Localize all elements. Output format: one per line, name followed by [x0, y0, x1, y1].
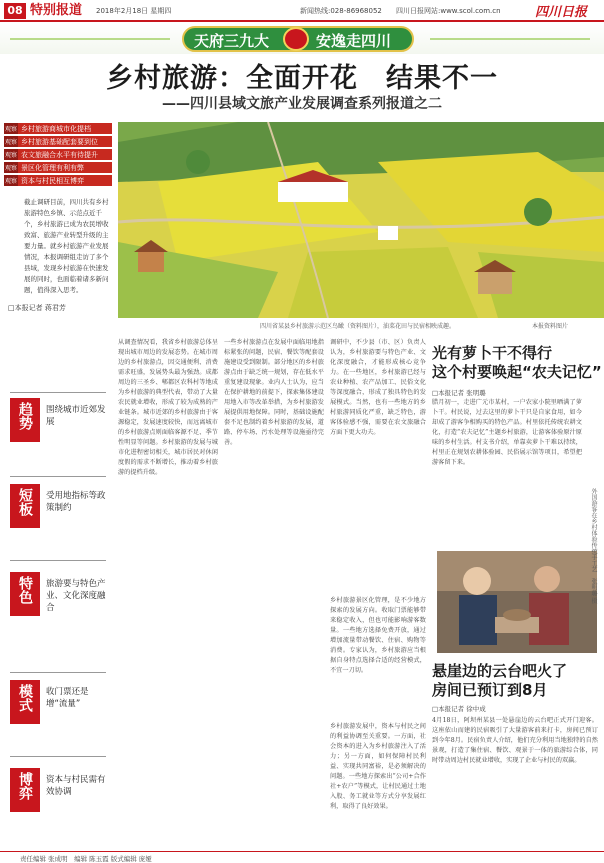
section-char: 博弈 — [17, 772, 33, 800]
section-desc: 旅游要与特色产业、文化深度融合 — [46, 579, 106, 613]
section-desc: 受用地指标等政策制约 — [46, 491, 106, 513]
tag-item — [4, 123, 112, 134]
section-desc: 收门票还是增“流量” — [46, 687, 89, 709]
issue-date: 2018年2月18日 星期四 — [96, 7, 172, 15]
tag-item — [4, 136, 112, 147]
divider — [10, 392, 106, 393]
intro-paragraph: 截止调研目前，四川共有乡村旅游特色乡镇、示范点近千个，乡村旅游已成为农民增收致富、旅游产业转型升级的主要力量。就乡村旅游产业发展情况，本报调研组走访了多个县域，发现乡村旅游在快速发展的同时，也面临着诸多新问题，值得深入思考。 — [24, 198, 109, 294]
tag-icon: 观察 — [4, 149, 18, 160]
workshop-photo — [437, 551, 597, 653]
tag-text: 乡村旅游基础配套要到位 — [21, 137, 98, 146]
banner-emblem-icon — [283, 27, 309, 51]
section-label-game — [10, 768, 106, 816]
tag-icon: 观察 — [4, 162, 18, 173]
tag-text: 农文旅融合水平有待提升 — [21, 150, 98, 159]
section-label-trend — [10, 398, 106, 446]
aerial-photo-illustration — [118, 122, 604, 318]
body-column-3: 调研中，不少县（市、区）负责人认为，乡村旅游要与特色产业、文化深度融合，才能形成核心竞争力。在一些地区，乡村旅游已经与农业种植、农产品加工、民俗文化等深度融合，形成了独具特色的发展模式。当然，也有一些地方的乡村旅游同质化严重，缺乏特色，游客体验感不强，需要在农文旅融合方面下更大功夫。 — [330, 339, 426, 436]
section-char: 趋势 — [17, 402, 33, 430]
page-number: 08 — [4, 3, 26, 19]
tag-text: 景区化管理有利有弊 — [21, 163, 84, 172]
story1-title: 光有萝卜干不得行 这个村要唤起“农夫记忆” — [432, 344, 602, 381]
tag-text: 乡村旅游商城市化提档 — [21, 124, 91, 133]
tag-item — [4, 162, 112, 173]
headline: 乡村旅游：全面开花 结果不一 — [106, 63, 498, 94]
tag-icon: 观察 — [4, 136, 18, 147]
divider — [10, 560, 106, 561]
page-footer: 责任编辑 张成明 编辑 陈玉霞 版式编辑 庞娅 — [0, 851, 604, 863]
section-label-shortboard — [10, 484, 106, 532]
section-desc: 资本与村民需有效协调 — [46, 775, 106, 797]
story2-byline: □本报记者 徐中成 — [432, 705, 486, 713]
tag-icon: 观察 — [4, 123, 18, 134]
story1-body: 腊月初一，走进广元市某村，一户农家小院里晒满了萝卜干。村民说，过去这里的萝卜干只是自家食用，如今却成了游客争相购买的特色产品。村里依托传统农耕文化，打造“农夫记忆”主题乡村旅游，让游客体验原汁原味的乡村生活。村支书介绍，单靠卖萝卜干难以持续，村里正在规划农耕体验园、民俗展示馆等项目，希望把游客留下来。 — [432, 399, 582, 466]
aerial-photo — [118, 122, 604, 318]
banner-slogan-left: 天府三九大 — [194, 32, 270, 50]
reporter-credit: □本报记者 蒋君芳 — [8, 304, 66, 312]
banner-slogan-right: 安逸走四川 — [316, 32, 392, 50]
story1-byline: □本报记者 张明璐 — [432, 389, 486, 397]
section-label-feature — [10, 572, 106, 620]
section-desc: 围绕城市近郊发展 — [46, 405, 106, 427]
section-title: 特别报道 — [30, 3, 83, 18]
tag-icon: 观察 — [4, 175, 18, 186]
body-column-1: 从调查情况看，我省乡村旅游总体呈现出城市周边的发展态势。在城市周边的乡村旅游点，因交通便利、消费需求旺盛，发展势头最为强劲。成都周边的三圣乡、郫都区农科村等地成为乡村旅游的典型代表，带动了大量农民就业增收，形成了较为成熟的产业链条。城市近郊的乡村旅游由于客源稳定，发展速度较快，而远离城市的乡村旅游点则面临客源不足、季节性明显等问题。乡村旅游的发展与城市化进程密切相关，城市居民对休闲度假的需求不断增长，推动着乡村旅游的提档升级。 — [118, 339, 218, 476]
photo-credit: 本报资料图片 — [532, 323, 569, 330]
photo-caption: 四川省某县乡村旅游示范区鸟瞰（资料图片），油菜花田与民宿相映成趣。 — [260, 323, 456, 330]
section-char: 短板 — [17, 488, 33, 516]
story2-title: 悬崖边的云台吧火了 房间已预订到8月 — [432, 662, 568, 699]
news-hotline: 新闻热线:028-86968052 — [300, 7, 382, 15]
masthead-logo: 四川日报 — [535, 5, 588, 20]
section-label-model — [10, 680, 106, 728]
tag-list — [4, 123, 112, 188]
divider — [10, 672, 106, 673]
subheadline: ——四川县域文旅产业发展调查系列报道之二 — [162, 96, 442, 112]
body-column-2: 一些乡村旅游点在发展中面临用地指标紧张的问题，民宿、餐饮等配套设施建设受到限制。部分地区的乡村旅游点由于缺乏统一规划，存在低水平重复建设现象。业内人士认为，应当在保护耕地的前提下，探索集体建设用地入市等改革举措，为乡村旅游发展提供用地保障。同时，基础设施配套不足也制约着乡村旅游的发展，道路、停车场、污水处理等设施亟待完善。 — [224, 339, 324, 446]
body-column-5: 乡村旅游发展中，资本与村民之间的利益协调至关重要。一方面，社会资本的进入为乡村旅游注入了活力；另一方面，如何保障村民利益、实现共同富裕，是必须解决的问题。一些地方探索出“公司+合作社+农户”等模式，让村民通过土地入股、务工就业等方式分享发展红利，取得了良好效果。 — [330, 723, 426, 810]
divider — [10, 476, 106, 477]
section-char: 模式 — [17, 684, 33, 712]
tag-text: 资本与村民相互博弈 — [21, 176, 84, 185]
banner-decoration-right — [430, 38, 590, 40]
divider — [10, 756, 106, 757]
workshop-photo-illustration — [437, 551, 597, 653]
photo2-caption: 外国游客在乡村体验传统手工艺 张明璐 摄 — [590, 488, 597, 604]
tag-item — [4, 149, 112, 160]
banner-decoration-left — [10, 38, 170, 40]
story2-body: 4月18日，阿坝州某县一处悬崖边的云台吧正式开门迎客。这座依山而建的民宿吸引了大量游客前来打卡，房间已预订到今年8月。民宿负责人介绍，他们充分利用当地独特的自然景观，打造了集住宿、餐饮、观景于一体的旅游综合体，同时带动周边村民就业增收，实现了企业与村民的双赢。 — [432, 717, 598, 764]
section-char: 特色 — [17, 576, 33, 604]
website: 四川日报网站:www.scol.com.cn — [396, 7, 501, 15]
tag-item — [4, 175, 112, 186]
body-column-4: 乡村旅游景区化管理，是不少地方探索的发展方向。收取门票能够带来稳定收入，但也可能影响游客数量。一些地方选择免费开放，通过增加流量带动餐饮、住宿、购物等消费。专家认为，乡村旅游应当根据自身特点选择合适的经营模式，不宜一刀切。 — [330, 597, 426, 674]
